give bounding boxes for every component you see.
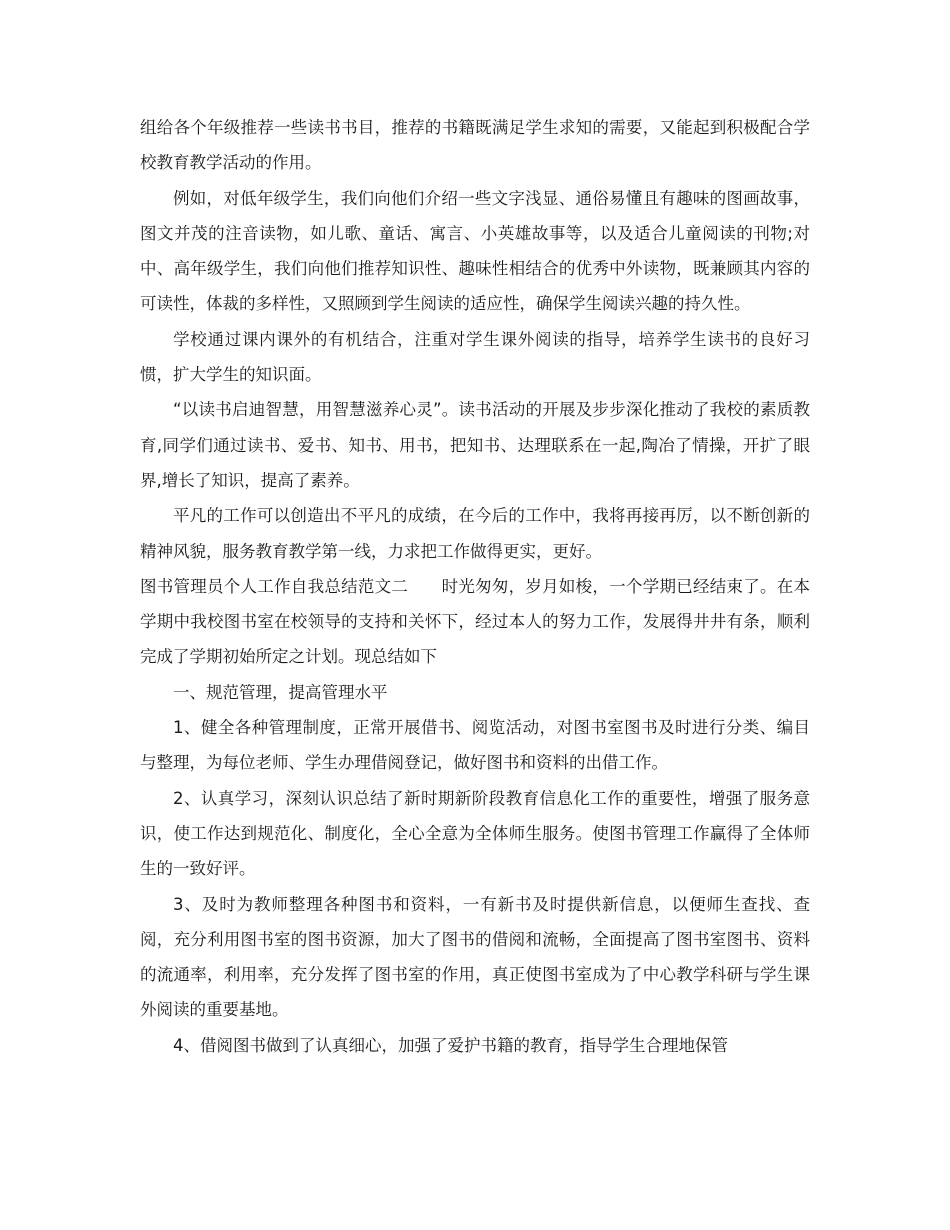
section-title-paragraph: 图书管理员个人工作自我总结范文二 时光匆匆，岁月如梭，一个学期已经结束了。在本学期中我校图书室在校领导的支持和关怀下，经过本人的努力工作，发展得井井有条，顺利完成了学期初始所定之计划。现总结如下 — [140, 576, 810, 667]
list-item-2: 2、认真学习，深刻认识总结了新时期新阶段教育信息化工作的重要性，增强了服务意识，使工作达到规范化、制度化，全心全意为全体师生服务。使图书管理工作赢得了全体师生的一致好评。 — [140, 788, 810, 879]
list-item-4: 4、借阅图书做到了认真细心，加强了爱护书籍的教育，指导学生合理地保管 — [173, 1035, 728, 1055]
paragraph-3: 学校通过课内课外的有机结合，注重对学生课外阅读的指导，培养学生读书的良好习惯，扩大学生的知识面。 — [140, 329, 810, 385]
paragraph-1: 组给各个年级推荐一些读书书目，推荐的书籍既满足学生求知的需要，又能起到积极配合学校教育教学活动的作用。 — [140, 118, 810, 173]
section-heading-1: 一、规范管理，提高管理水平 — [173, 682, 388, 702]
list-item-3: 3、及时为教师整理各种图书和资料，一有新书及时提供新信息，以便师生查找、查阅，充分利用图书室的图书资源，加大了图书的借阅和流畅，全面提高了图书室图书、资料的流通率，利用率，充分发挥了图书室的作用，真正使图书室成为了中心教学科研与学生课外阅读的重要基地。 — [140, 894, 810, 1020]
paragraph-2: 例如，对低年级学生，我们向他们介绍一些文字浅显、通俗易懂且有趣味的图画故事，图文并茂的注音读物，如儿歌、童话、寓言、小英雄故事等，以及适合儿童阅读的刊物;对中、高年级学生，我们向他们推荐知识性、趣味性相结合的优秀中外读物，既兼顾其内容的可读性，体裁的多样性，又照顾到学生阅读的适应性，确保学生阅读兴趣的持久性。 — [140, 188, 810, 314]
paragraph-5: 平凡的工作可以创造出不平凡的成绩，在今后的工作中，我将再接再厉，以不断创新的精神风貌，服务教育教学第一线，力求把工作做得更实，更好。 — [140, 506, 810, 561]
list-item-1: 1、健全各种管理制度，正常开展借书、阅览活动，对图书室图书及时进行分类、编目与整理，为每位老师、学生办理借阅登记，做好图书和资料的出借工作。 — [140, 718, 810, 773]
document-body — [140, 110, 810, 1063]
paragraph-4: “以读书启迪智慧，用智慧滋养心灵”。读书活动的开展及步步深化推动了我校的素质教育,同学们通过读书、爱书、知书、用书，把知书、达理联系在一起,陶冶了情操，开扩了眼界,增长了知识，提高了素养。 — [140, 400, 810, 490]
